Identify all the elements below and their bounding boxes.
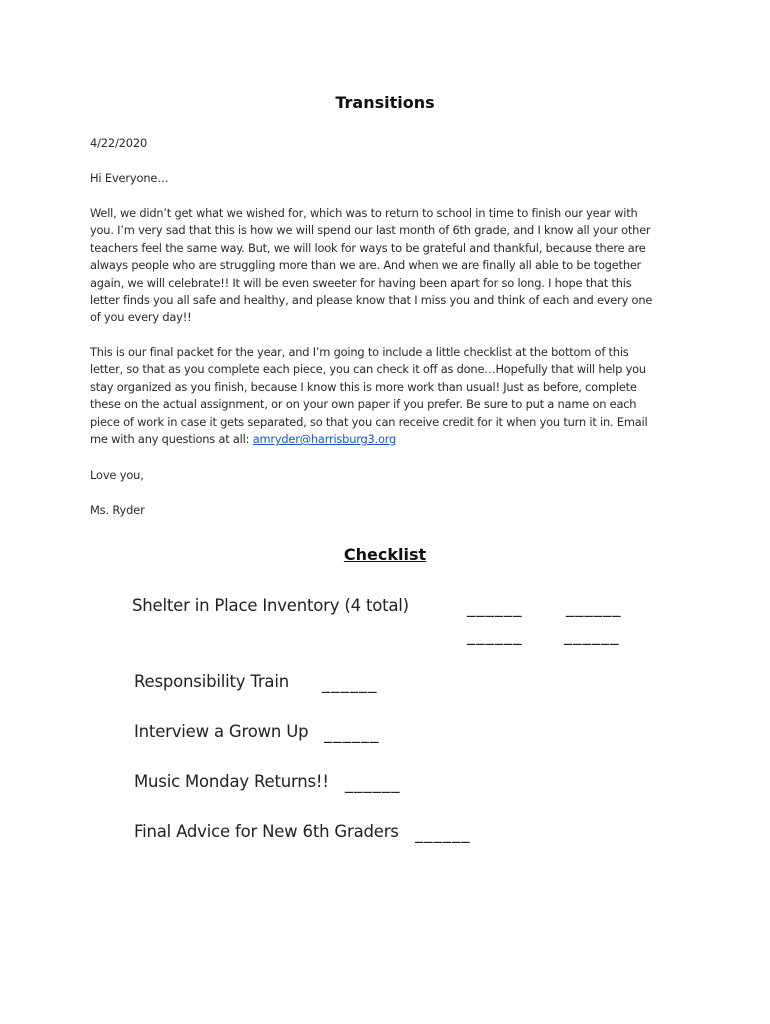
checklist-item-responsibility-train: Responsibility Train <box>134 672 289 691</box>
paragraph-1-line: of you every day!! <box>90 310 192 325</box>
checkbox-blank[interactable]: ______ <box>467 598 523 617</box>
signature: Ms. Ryder <box>90 503 145 517</box>
paragraph-2-line-prefix: me with any questions at all: <box>90 432 253 447</box>
document-title: Transitions <box>335 93 435 112</box>
paragraph-1 <box>90 205 690 327</box>
paragraph-1-line: Well, we didn’t get what we wished for, which was to return to school in time to finish our year with <box>90 206 638 220</box>
checkbox-blank[interactable]: ______ <box>322 674 378 693</box>
paragraph-2-line: stay organized as you finish, because I know this is more work than usual! Just as before, complete <box>90 379 637 394</box>
paragraph-2-line: letter, so that as you complete each piece, you can check it off as done…Hopefully that will help you <box>90 362 646 377</box>
paragraph-1-line: teachers feel the same way. But, we will look for ways to be grateful and thankful, because there are <box>90 240 646 255</box>
paragraph-2-line: This is our final packet for the year, and I’m going to include a little checklist at the bottom of this <box>90 345 629 359</box>
paragraph-1-line: letter finds you all safe and healthy, and please know that I miss you and think of each and every one <box>90 293 653 308</box>
checklist-item-shelter-inventory: Shelter in Place Inventory (4 total) <box>132 596 409 615</box>
checkbox-blank[interactable]: ______ <box>324 724 380 743</box>
closing: Love you, <box>90 468 144 482</box>
checklist-item-interview-grown-up: Interview a Grown Up <box>134 722 309 741</box>
checkbox-blank[interactable]: ______ <box>467 626 523 645</box>
paragraph-1-line: again, we will celebrate!! It will be even sweeter for having been apart for so long. I hope that this <box>90 275 632 290</box>
paragraph-2-line: these on the actual assignment, or on your own paper if you prefer. Be sure to put a name on each <box>90 397 637 412</box>
paragraph-1-line: you. I’m very sad that this is how we will spend our last month of 6th grade, and I know all your other <box>90 223 651 238</box>
checkbox-blank[interactable]: ______ <box>564 626 620 645</box>
checkbox-blank[interactable]: ______ <box>566 598 622 617</box>
checklist-item-music-monday: Music Monday Returns!! <box>134 772 329 791</box>
paragraph-1-line: always people who are struggling more than we are. And when we are finally all able to be together <box>90 258 642 273</box>
checklist-item-final-advice: Final Advice for New 6th Graders <box>134 822 399 841</box>
email-link[interactable]: amryder@harrisburg3.org <box>252 432 397 447</box>
paragraph-2 <box>90 344 690 448</box>
paragraph-2-line: piece of work in case it gets separated, so that you can receive credit for it when you turn it in. Email <box>90 414 648 429</box>
checkbox-blank[interactable]: ______ <box>415 824 471 843</box>
checkbox-blank[interactable]: ______ <box>345 774 401 793</box>
greeting: Hi Everyone… <box>90 171 169 185</box>
checklist-title: Checklist <box>343 545 427 564</box>
paragraph-2-last-line <box>90 431 690 448</box>
letter-date: 4/22/2020 <box>90 136 148 150</box>
